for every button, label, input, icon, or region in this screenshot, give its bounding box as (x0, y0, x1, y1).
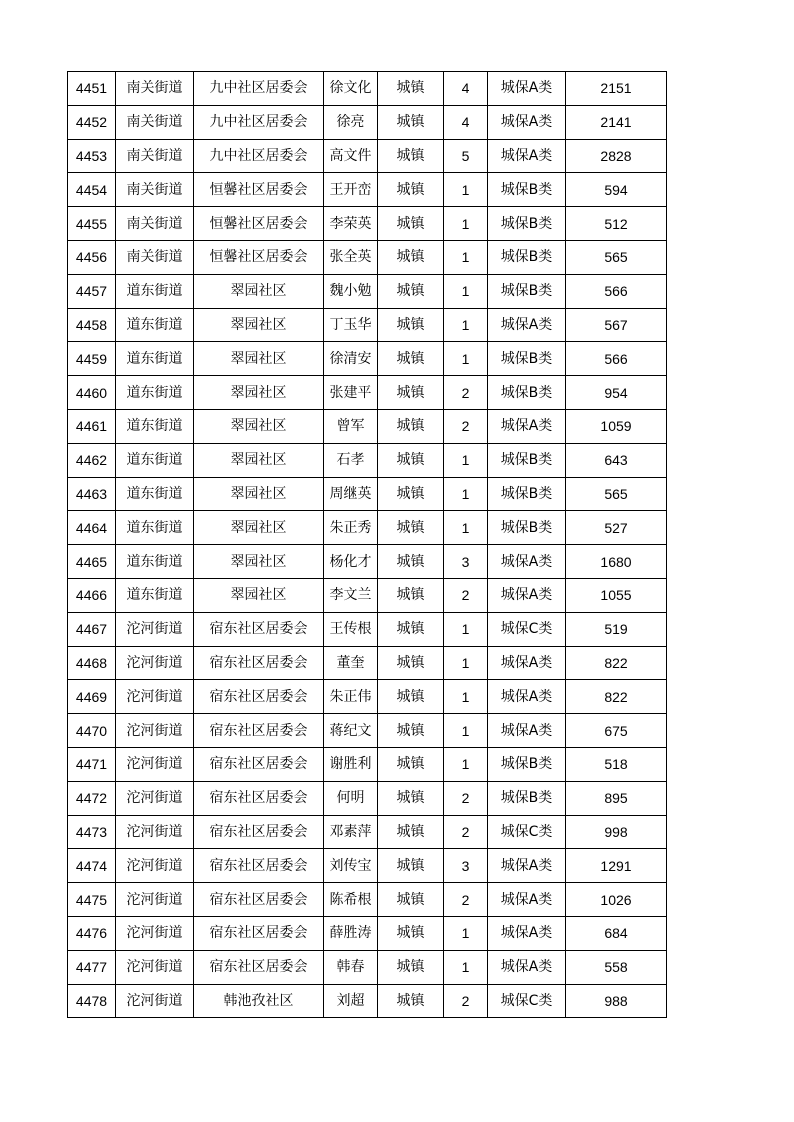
table-row (68, 680, 667, 714)
community-cell: 宿东社区居委会 (194, 883, 324, 917)
amount-cell: 565 (566, 477, 667, 511)
street-cell: 道东街道 (116, 578, 194, 612)
count-cell: 1 (444, 274, 488, 308)
row-number-cell: 4465 (68, 545, 116, 579)
table-row (68, 578, 667, 612)
table-row (68, 781, 667, 815)
type-cell: 城镇 (378, 376, 444, 410)
category-cell: 城保B类 (488, 207, 566, 241)
community-cell: 韩池孜社区 (194, 984, 324, 1018)
type-cell: 城镇 (378, 443, 444, 477)
street-cell: 沱河街道 (116, 714, 194, 748)
street-cell: 沱河街道 (116, 646, 194, 680)
amount-cell: 519 (566, 612, 667, 646)
type-cell: 城镇 (378, 240, 444, 274)
type-cell: 城镇 (378, 984, 444, 1018)
type-cell: 城镇 (378, 72, 444, 106)
name-cell: 张全英 (324, 240, 378, 274)
community-cell: 宿东社区居委会 (194, 815, 324, 849)
amount-cell: 558 (566, 950, 667, 984)
community-cell: 宿东社区居委会 (194, 916, 324, 950)
community-cell: 恒馨社区居委会 (194, 207, 324, 241)
row-number-cell: 4474 (68, 849, 116, 883)
category-cell: 城保A类 (488, 545, 566, 579)
type-cell: 城镇 (378, 950, 444, 984)
type-cell: 城镇 (378, 849, 444, 883)
community-cell: 宿东社区居委会 (194, 714, 324, 748)
row-number-cell: 4463 (68, 477, 116, 511)
row-number-cell: 4478 (68, 984, 116, 1018)
row-number-cell: 4456 (68, 240, 116, 274)
category-cell: 城保A类 (488, 72, 566, 106)
row-number-cell: 4454 (68, 173, 116, 207)
table-row (68, 409, 667, 443)
count-cell: 1 (444, 207, 488, 241)
table-row (68, 545, 667, 579)
amount-cell: 1291 (566, 849, 667, 883)
amount-cell: 2828 (566, 139, 667, 173)
count-cell: 2 (444, 984, 488, 1018)
count-cell: 1 (444, 646, 488, 680)
name-cell: 薛胜涛 (324, 916, 378, 950)
street-cell: 沱河街道 (116, 815, 194, 849)
amount-cell: 1026 (566, 883, 667, 917)
amount-cell: 566 (566, 342, 667, 376)
community-cell: 翠园社区 (194, 409, 324, 443)
street-cell: 道东街道 (116, 545, 194, 579)
row-number-cell: 4457 (68, 274, 116, 308)
type-cell: 城镇 (378, 578, 444, 612)
table-row (68, 815, 667, 849)
name-cell: 杨化才 (324, 545, 378, 579)
table-row (68, 916, 667, 950)
street-cell: 南关街道 (116, 72, 194, 106)
community-cell: 恒馨社区居委会 (194, 173, 324, 207)
row-number-cell: 4452 (68, 105, 116, 139)
category-cell: 城保A类 (488, 409, 566, 443)
type-cell: 城镇 (378, 105, 444, 139)
table-row (68, 72, 667, 106)
street-cell: 道东街道 (116, 443, 194, 477)
community-cell: 宿东社区居委会 (194, 612, 324, 646)
name-cell: 石孝 (324, 443, 378, 477)
count-cell: 1 (444, 916, 488, 950)
count-cell: 2 (444, 409, 488, 443)
count-cell: 1 (444, 950, 488, 984)
category-cell: 城保A类 (488, 849, 566, 883)
street-cell: 道东街道 (116, 511, 194, 545)
category-cell: 城保A类 (488, 916, 566, 950)
amount-cell: 594 (566, 173, 667, 207)
name-cell: 高文件 (324, 139, 378, 173)
category-cell: 城保A类 (488, 714, 566, 748)
name-cell: 陈希根 (324, 883, 378, 917)
type-cell: 城镇 (378, 173, 444, 207)
name-cell: 王开峦 (324, 173, 378, 207)
type-cell: 城镇 (378, 815, 444, 849)
count-cell: 4 (444, 105, 488, 139)
category-cell: 城保A类 (488, 139, 566, 173)
type-cell: 城镇 (378, 714, 444, 748)
row-number-cell: 4473 (68, 815, 116, 849)
category-cell: 城保C类 (488, 612, 566, 646)
type-cell: 城镇 (378, 342, 444, 376)
category-cell: 城保B类 (488, 781, 566, 815)
count-cell: 1 (444, 240, 488, 274)
street-cell: 南关街道 (116, 207, 194, 241)
row-number-cell: 4460 (68, 376, 116, 410)
street-cell: 南关街道 (116, 139, 194, 173)
count-cell: 2 (444, 578, 488, 612)
data-table (67, 71, 667, 1018)
amount-cell: 954 (566, 376, 667, 410)
count-cell: 1 (444, 511, 488, 545)
name-cell: 丁玉华 (324, 308, 378, 342)
amount-cell: 822 (566, 680, 667, 714)
name-cell: 刘传宝 (324, 849, 378, 883)
category-cell: 城保A类 (488, 950, 566, 984)
table-row (68, 511, 667, 545)
street-cell: 道东街道 (116, 342, 194, 376)
table-body (68, 72, 667, 1018)
table-row (68, 139, 667, 173)
amount-cell: 675 (566, 714, 667, 748)
document-page (67, 71, 667, 1018)
category-cell: 城保B类 (488, 240, 566, 274)
category-cell: 城保C类 (488, 815, 566, 849)
row-number-cell: 4461 (68, 409, 116, 443)
category-cell: 城保A类 (488, 105, 566, 139)
row-number-cell: 4462 (68, 443, 116, 477)
amount-cell: 998 (566, 815, 667, 849)
community-cell: 宿东社区居委会 (194, 849, 324, 883)
category-cell: 城保A类 (488, 680, 566, 714)
community-cell: 翠园社区 (194, 376, 324, 410)
name-cell: 刘超 (324, 984, 378, 1018)
name-cell: 李文兰 (324, 578, 378, 612)
name-cell: 张建平 (324, 376, 378, 410)
count-cell: 1 (444, 308, 488, 342)
type-cell: 城镇 (378, 680, 444, 714)
street-cell: 沱河街道 (116, 781, 194, 815)
category-cell: 城保B类 (488, 274, 566, 308)
name-cell: 何明 (324, 781, 378, 815)
type-cell: 城镇 (378, 409, 444, 443)
type-cell: 城镇 (378, 781, 444, 815)
category-cell: 城保B类 (488, 511, 566, 545)
row-number-cell: 4470 (68, 714, 116, 748)
street-cell: 道东街道 (116, 308, 194, 342)
type-cell: 城镇 (378, 511, 444, 545)
count-cell: 1 (444, 477, 488, 511)
row-number-cell: 4455 (68, 207, 116, 241)
street-cell: 沱河街道 (116, 849, 194, 883)
row-number-cell: 4472 (68, 781, 116, 815)
street-cell: 道东街道 (116, 274, 194, 308)
community-cell: 翠园社区 (194, 545, 324, 579)
row-number-cell: 4468 (68, 646, 116, 680)
row-number-cell: 4477 (68, 950, 116, 984)
table-row (68, 477, 667, 511)
count-cell: 1 (444, 443, 488, 477)
row-number-cell: 4476 (68, 916, 116, 950)
row-number-cell: 4464 (68, 511, 116, 545)
type-cell: 城镇 (378, 646, 444, 680)
category-cell: 城保C类 (488, 984, 566, 1018)
count-cell: 1 (444, 342, 488, 376)
community-cell: 宿东社区居委会 (194, 747, 324, 781)
count-cell: 1 (444, 173, 488, 207)
amount-cell: 643 (566, 443, 667, 477)
table-row (68, 274, 667, 308)
street-cell: 南关街道 (116, 240, 194, 274)
community-cell: 宿东社区居委会 (194, 781, 324, 815)
community-cell: 九中社区居委会 (194, 139, 324, 173)
table-row (68, 849, 667, 883)
category-cell: 城保B类 (488, 747, 566, 781)
count-cell: 2 (444, 376, 488, 410)
amount-cell: 1680 (566, 545, 667, 579)
name-cell: 王传根 (324, 612, 378, 646)
row-number-cell: 4458 (68, 308, 116, 342)
type-cell: 城镇 (378, 612, 444, 646)
street-cell: 沱河街道 (116, 747, 194, 781)
table-row (68, 207, 667, 241)
table-row (68, 883, 667, 917)
street-cell: 沱河街道 (116, 950, 194, 984)
row-number-cell: 4453 (68, 139, 116, 173)
community-cell: 九中社区居委会 (194, 72, 324, 106)
category-cell: 城保A类 (488, 308, 566, 342)
count-cell: 1 (444, 680, 488, 714)
community-cell: 翠园社区 (194, 274, 324, 308)
count-cell: 2 (444, 781, 488, 815)
category-cell: 城保B类 (488, 342, 566, 376)
name-cell: 朱正伟 (324, 680, 378, 714)
community-cell: 宿东社区居委会 (194, 646, 324, 680)
amount-cell: 512 (566, 207, 667, 241)
name-cell: 魏小勉 (324, 274, 378, 308)
type-cell: 城镇 (378, 477, 444, 511)
count-cell: 1 (444, 714, 488, 748)
row-number-cell: 4451 (68, 72, 116, 106)
category-cell: 城保B类 (488, 173, 566, 207)
type-cell: 城镇 (378, 545, 444, 579)
category-cell: 城保B类 (488, 443, 566, 477)
street-cell: 沱河街道 (116, 883, 194, 917)
amount-cell: 518 (566, 747, 667, 781)
street-cell: 沱河街道 (116, 680, 194, 714)
community-cell: 翠园社区 (194, 342, 324, 376)
table-row (68, 646, 667, 680)
amount-cell: 2151 (566, 72, 667, 106)
community-cell: 九中社区居委会 (194, 105, 324, 139)
street-cell: 沱河街道 (116, 916, 194, 950)
table-row (68, 443, 667, 477)
table-row (68, 173, 667, 207)
amount-cell: 567 (566, 308, 667, 342)
type-cell: 城镇 (378, 139, 444, 173)
type-cell: 城镇 (378, 747, 444, 781)
row-number-cell: 4459 (68, 342, 116, 376)
count-cell: 3 (444, 849, 488, 883)
name-cell: 蒋纪文 (324, 714, 378, 748)
category-cell: 城保B类 (488, 477, 566, 511)
name-cell: 邓素萍 (324, 815, 378, 849)
type-cell: 城镇 (378, 308, 444, 342)
community-cell: 翠园社区 (194, 511, 324, 545)
name-cell: 谢胜利 (324, 747, 378, 781)
amount-cell: 2141 (566, 105, 667, 139)
street-cell: 道东街道 (116, 477, 194, 511)
name-cell: 周继英 (324, 477, 378, 511)
street-cell: 沱河街道 (116, 984, 194, 1018)
count-cell: 2 (444, 815, 488, 849)
count-cell: 4 (444, 72, 488, 106)
street-cell: 道东街道 (116, 376, 194, 410)
table-row (68, 240, 667, 274)
table-row (68, 105, 667, 139)
amount-cell: 895 (566, 781, 667, 815)
table-row (68, 376, 667, 410)
table-row (68, 308, 667, 342)
category-cell: 城保A类 (488, 578, 566, 612)
table-row (68, 950, 667, 984)
street-cell: 道东街道 (116, 409, 194, 443)
row-number-cell: 4466 (68, 578, 116, 612)
amount-cell: 1055 (566, 578, 667, 612)
amount-cell: 565 (566, 240, 667, 274)
row-number-cell: 4469 (68, 680, 116, 714)
street-cell: 南关街道 (116, 173, 194, 207)
amount-cell: 566 (566, 274, 667, 308)
community-cell: 翠园社区 (194, 578, 324, 612)
amount-cell: 527 (566, 511, 667, 545)
name-cell: 韩春 (324, 950, 378, 984)
name-cell: 李荣英 (324, 207, 378, 241)
count-cell: 5 (444, 139, 488, 173)
count-cell: 2 (444, 883, 488, 917)
type-cell: 城镇 (378, 883, 444, 917)
category-cell: 城保A类 (488, 883, 566, 917)
amount-cell: 988 (566, 984, 667, 1018)
street-cell: 南关街道 (116, 105, 194, 139)
row-number-cell: 4467 (68, 612, 116, 646)
community-cell: 翠园社区 (194, 477, 324, 511)
type-cell: 城镇 (378, 207, 444, 241)
community-cell: 翠园社区 (194, 443, 324, 477)
type-cell: 城镇 (378, 274, 444, 308)
name-cell: 徐文化 (324, 72, 378, 106)
table-row (68, 747, 667, 781)
row-number-cell: 4475 (68, 883, 116, 917)
street-cell: 沱河街道 (116, 612, 194, 646)
count-cell: 1 (444, 747, 488, 781)
name-cell: 徐清安 (324, 342, 378, 376)
name-cell: 徐亮 (324, 105, 378, 139)
category-cell: 城保A类 (488, 646, 566, 680)
name-cell: 朱正秀 (324, 511, 378, 545)
type-cell: 城镇 (378, 916, 444, 950)
name-cell: 曾军 (324, 409, 378, 443)
table-row (68, 612, 667, 646)
name-cell: 董奎 (324, 646, 378, 680)
category-cell: 城保B类 (488, 376, 566, 410)
amount-cell: 684 (566, 916, 667, 950)
count-cell: 1 (444, 612, 488, 646)
row-number-cell: 4471 (68, 747, 116, 781)
table-row (68, 714, 667, 748)
community-cell: 宿东社区居委会 (194, 950, 324, 984)
amount-cell: 822 (566, 646, 667, 680)
count-cell: 3 (444, 545, 488, 579)
table-row (68, 342, 667, 376)
amount-cell: 1059 (566, 409, 667, 443)
community-cell: 翠园社区 (194, 308, 324, 342)
community-cell: 恒馨社区居委会 (194, 240, 324, 274)
table-row (68, 984, 667, 1018)
community-cell: 宿东社区居委会 (194, 680, 324, 714)
